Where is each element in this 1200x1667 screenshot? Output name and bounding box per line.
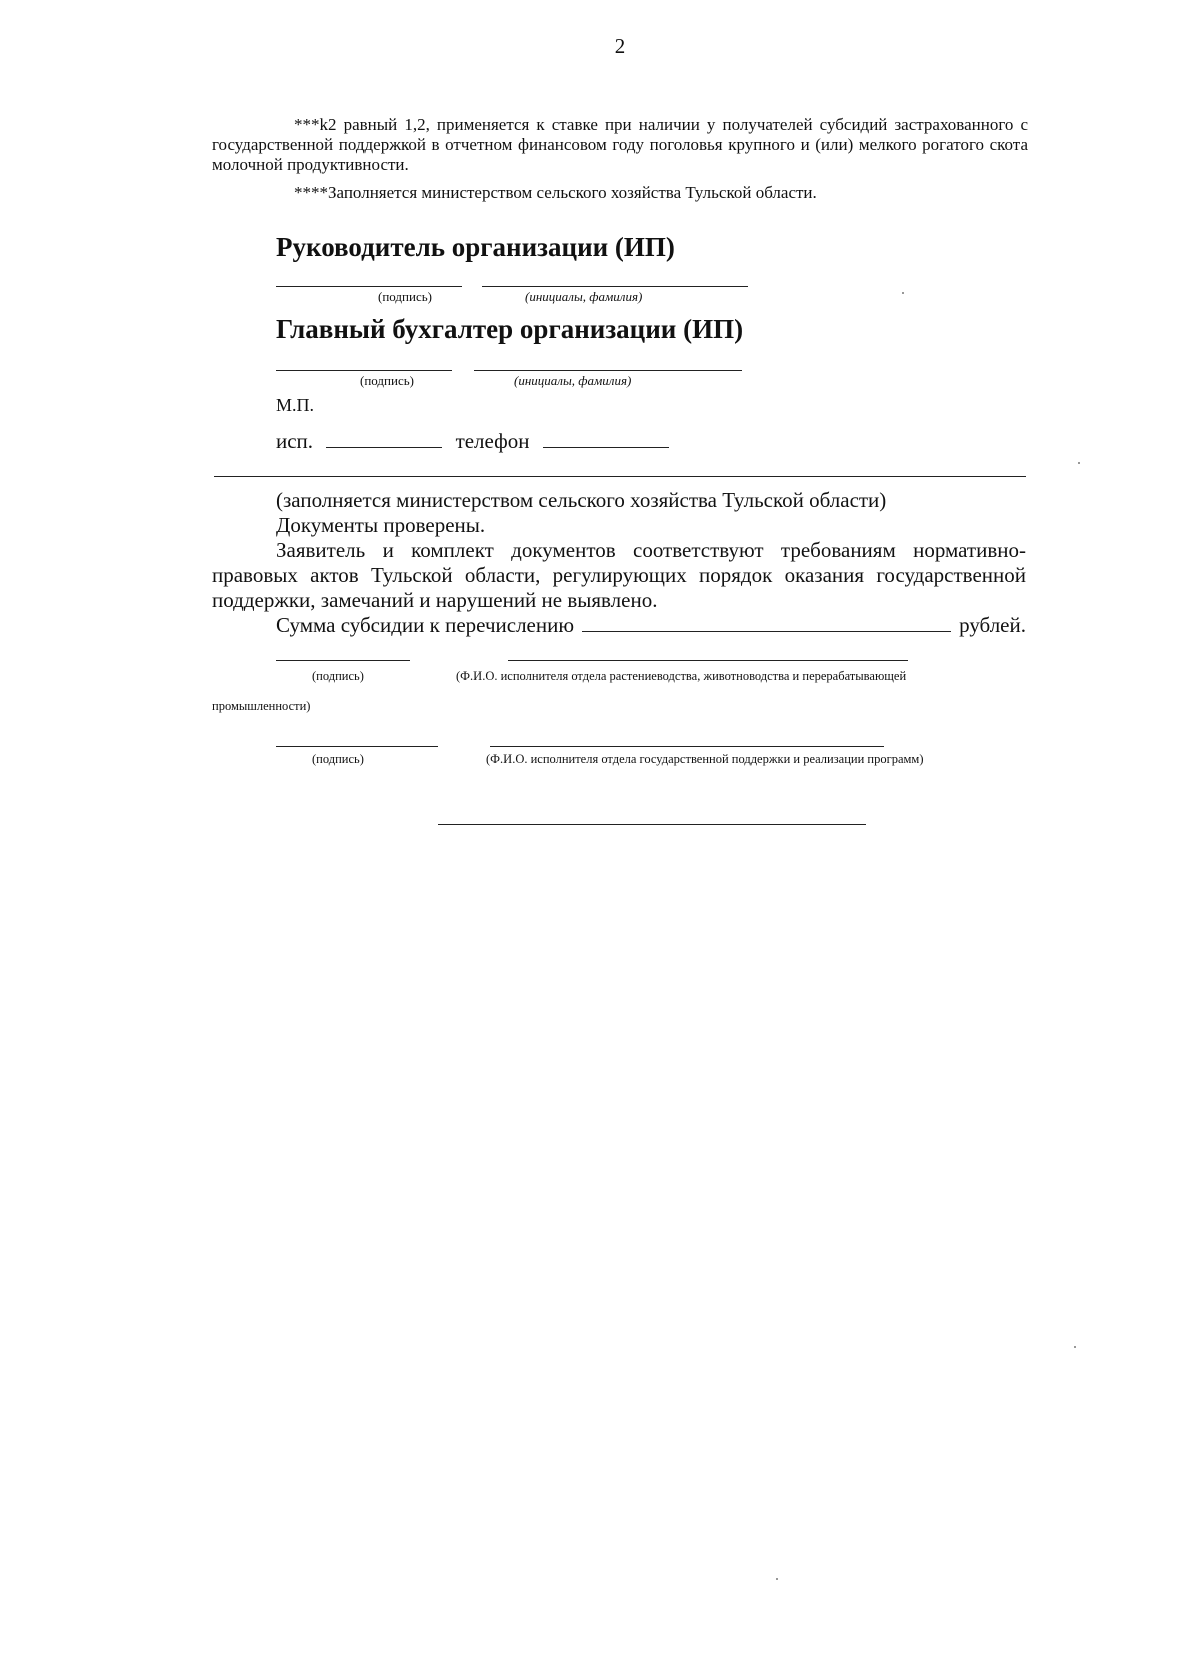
scan-speck bbox=[776, 1578, 778, 1580]
section-divider bbox=[214, 476, 1026, 477]
head-name-line bbox=[482, 286, 748, 287]
accountant-title: Главный бухгалтер организации (ИП) bbox=[276, 314, 744, 344]
head-signature-caption: (подпись) bbox=[378, 289, 432, 304]
ministry-section bbox=[212, 488, 1026, 638]
end-rule bbox=[438, 824, 866, 825]
page-number: 2 bbox=[614, 34, 626, 58]
documents-checked: Документы проверены. bbox=[276, 513, 486, 537]
subsidy-currency: рублей. bbox=[959, 613, 1026, 637]
signer2-name-line bbox=[490, 746, 884, 747]
executor-row bbox=[276, 429, 669, 454]
accountant-signature-line bbox=[276, 370, 452, 371]
scan-speck bbox=[1074, 1346, 1076, 1348]
accountant-name-caption: (инициалы, фамилия) bbox=[514, 373, 632, 388]
ministry-note: (заполняется министерством сельского хозяйства Тульской области) bbox=[276, 488, 887, 512]
phone-field[interactable] bbox=[543, 431, 669, 448]
phone-label: телефон bbox=[455, 429, 530, 453]
head-name-caption: (инициалы, фамилия) bbox=[525, 289, 643, 304]
compliance-statement: Заявитель и комплект документов соответствуют требованиям нормативно-правовых актов Тульской области, регулирующих порядок оказания государственной поддержки, замечаний и нарушений не выявлено. bbox=[212, 538, 1026, 612]
scan-speck bbox=[902, 292, 904, 294]
signer2-signature-line bbox=[276, 746, 438, 747]
subsidy-amount-row bbox=[212, 613, 1026, 638]
footnote-k2: ***k2 равный 1,2, применяется к ставке при наличии у получателей субсидий застрахованного с государственной поддержкой в отчетном финансовом году поголовья крупного и (или) мелкого рогатого скота молочной продуктивности. bbox=[212, 115, 1028, 174]
subsidy-amount-label: Сумма субсидии к перечислению bbox=[276, 613, 575, 637]
accountant-signature-caption: (подпись) bbox=[360, 373, 414, 388]
executor-field[interactable] bbox=[326, 431, 442, 448]
executor-label: исп. bbox=[276, 429, 314, 453]
head-title: Руководитель организации (ИП) bbox=[276, 232, 675, 262]
head-signature-line bbox=[276, 286, 462, 287]
signer1-name-caption: (Ф.И.О. исполнителя отдела растениеводства, животноводства и перерабатывающей bbox=[456, 669, 907, 683]
signer1-signature-caption: (подпись) bbox=[312, 669, 364, 683]
signer1-signature-line bbox=[276, 660, 410, 661]
signer2-name-caption: (Ф.И.О. исполнителя отдела государственной поддержки и реализации программ) bbox=[486, 752, 924, 766]
signer2-signature-caption: (подпись) bbox=[312, 752, 364, 766]
stamp-label: М.П. bbox=[276, 395, 315, 415]
scan-speck bbox=[1078, 462, 1080, 464]
signer1-name-line bbox=[508, 660, 908, 661]
subsidy-amount-field[interactable] bbox=[582, 615, 951, 632]
footnote-ministry: ****Заполняется министерством сельского хозяйства Тульской области. bbox=[294, 183, 817, 202]
accountant-name-line bbox=[474, 370, 742, 371]
signer1-name-caption-cont: промышленности) bbox=[212, 699, 311, 713]
